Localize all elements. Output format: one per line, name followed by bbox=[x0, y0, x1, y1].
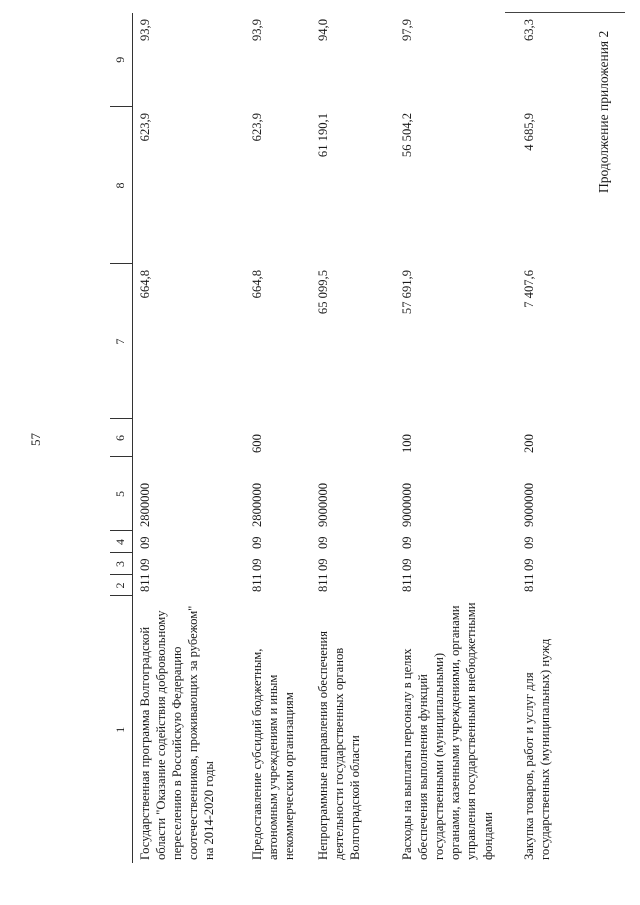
cell-c6 bbox=[311, 419, 395, 457]
row-name: Государственная программа Волгоградской области "Оказание содействия добровольному переселению в Российскую Федерацию соотечественников, проживающих за рубежом" на 2014-2020 годы bbox=[138, 605, 217, 860]
cell-c6: 100 bbox=[400, 434, 414, 453]
budget-table bbox=[110, 13, 561, 863]
header-col-5: 5 bbox=[110, 457, 133, 531]
cell-c8: 623,9 bbox=[250, 113, 264, 142]
cell-c9: 93,9 bbox=[250, 19, 264, 42]
table-row bbox=[133, 13, 246, 863]
cell-c5: 2800000 bbox=[138, 482, 152, 527]
cell-c4: 09 bbox=[250, 536, 264, 549]
header-col-1: 1 bbox=[110, 596, 133, 863]
cell-c4: 09 bbox=[138, 536, 152, 549]
cell-c2: 811 bbox=[400, 573, 414, 592]
table-row bbox=[311, 13, 395, 863]
appendix-title: Продолжение приложения 2 bbox=[596, 30, 611, 193]
row-name: Закупка товаров, работ и услуг для государственных (муниципальных) нужд bbox=[522, 638, 553, 860]
table-row bbox=[517, 13, 561, 863]
cell-c4: 09 bbox=[522, 536, 536, 549]
header-col-2: 2 bbox=[110, 575, 133, 596]
cell-c8: 61 190,1 bbox=[316, 113, 330, 158]
header-col-7: 7 bbox=[110, 264, 133, 419]
cell-c5: 9000000 bbox=[316, 482, 330, 527]
cell-c7: 664,8 bbox=[250, 270, 264, 299]
row-name: Предоставление субсидий бюджетным, автономным учреждениям и иным некоммерческим организациям bbox=[250, 648, 297, 860]
table-row bbox=[245, 13, 311, 863]
cell-c4: 09 bbox=[400, 536, 414, 549]
cell-c2: 811 bbox=[316, 573, 330, 592]
page-number: 57 bbox=[28, 433, 43, 446]
cell-c6: 600 bbox=[250, 434, 264, 453]
table-row bbox=[395, 13, 517, 863]
cell-c5: 9000000 bbox=[400, 482, 414, 527]
cell-c6 bbox=[133, 419, 246, 457]
cell-c7: 65 099,5 bbox=[316, 270, 330, 315]
cell-c2: 811 bbox=[522, 573, 536, 592]
cell-c3: 09 bbox=[522, 558, 536, 571]
cell-c3: 09 bbox=[138, 558, 152, 571]
header-col-9: 9 bbox=[110, 13, 133, 107]
cell-c4: 09 bbox=[316, 536, 330, 549]
cell-c7: 57 691,9 bbox=[400, 270, 414, 315]
cell-c2: 811 bbox=[250, 573, 264, 592]
cell-c9: 93,9 bbox=[138, 19, 152, 42]
cell-c3: 09 bbox=[400, 558, 414, 571]
header-col-8: 8 bbox=[110, 107, 133, 264]
cell-c7: 664,8 bbox=[138, 270, 152, 299]
cell-c6: 200 bbox=[522, 434, 536, 453]
cell-c5: 2800000 bbox=[250, 482, 264, 527]
cell-c8: 623,9 bbox=[138, 113, 152, 142]
header-col-3: 3 bbox=[110, 553, 133, 575]
cell-c8: 56 504,2 bbox=[400, 113, 414, 158]
cell-c3: 09 bbox=[316, 558, 330, 571]
cell-c8: 4 685,9 bbox=[522, 113, 536, 151]
header-col-6: 6 bbox=[110, 419, 133, 457]
cell-c9: 63,3 bbox=[522, 19, 536, 42]
cell-c2: 811 bbox=[138, 573, 152, 592]
row-name: Расходы на выплаты персоналу в целях обеспечения выполнения функций государственными (муниципальными) органами, казенными учреждениями, органами управления государственными внебюджетными фондами bbox=[400, 602, 495, 860]
cell-c7: 7 407,6 bbox=[522, 270, 536, 308]
cell-c9: 97,9 bbox=[400, 19, 414, 42]
cell-c5: 9000000 bbox=[522, 482, 536, 527]
cell-c9: 94,0 bbox=[316, 19, 330, 42]
cell-c3: 09 bbox=[250, 558, 264, 571]
header-row bbox=[110, 13, 133, 863]
header-col-4: 4 bbox=[110, 531, 133, 553]
row-name: Непрограммные направления обеспечения деятельности государственных органов Волгоградской области bbox=[316, 630, 363, 860]
